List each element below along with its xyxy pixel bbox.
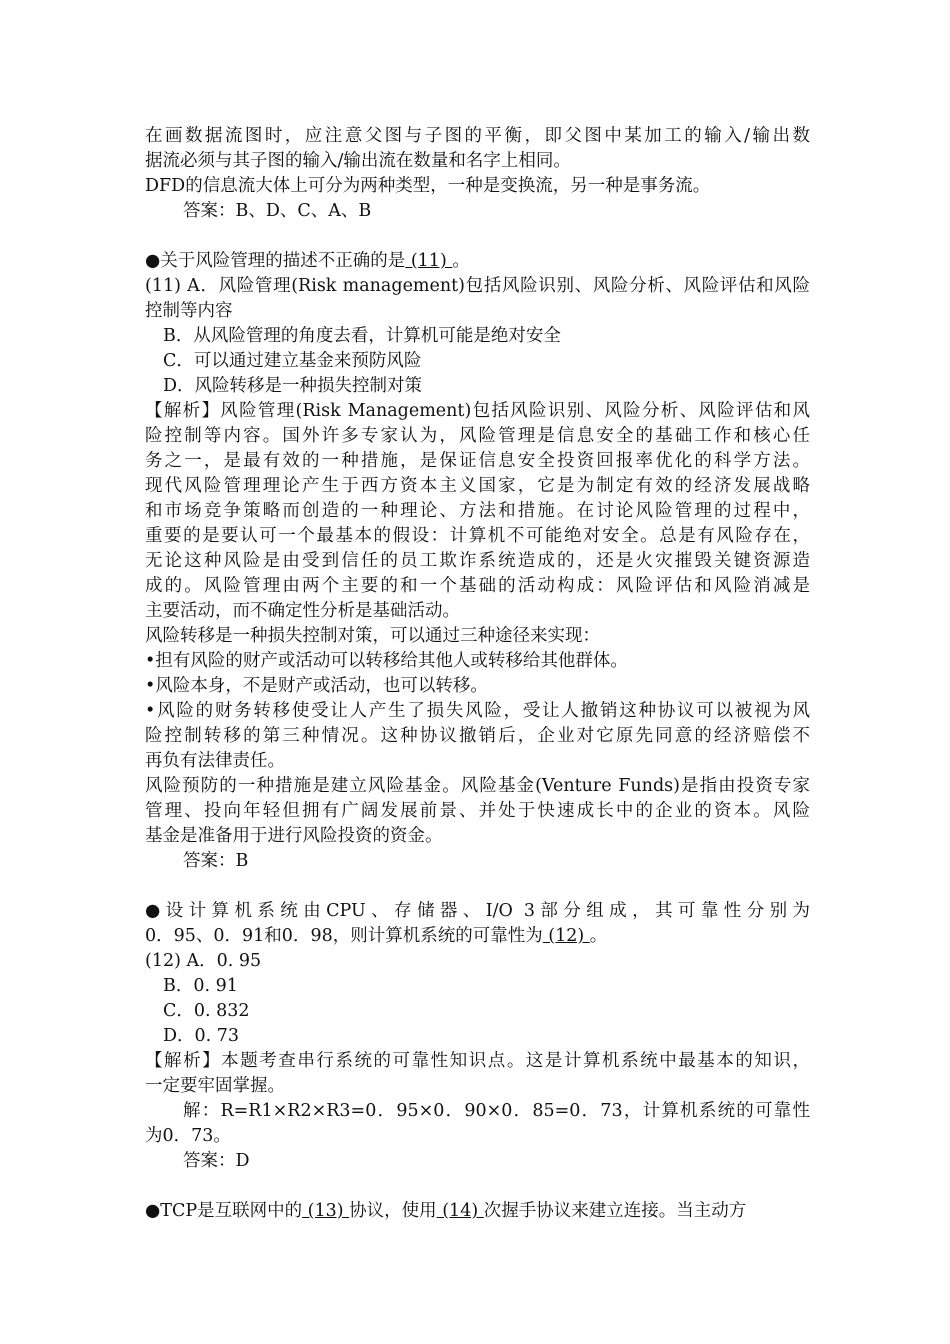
text-line: B．0. 91 <box>163 976 238 996</box>
text-line: 答案：B、D、C、A、B <box>183 201 372 221</box>
answer-blank: (12) <box>542 926 590 946</box>
text-line: D．0. 73 <box>163 1026 240 1046</box>
text-line: 基金是准备用于进行风险投资的资金。 <box>145 826 443 846</box>
text-line: (12) A．0. 95 <box>145 951 262 971</box>
text-line: •风险本身，不是财产或活动，也可以转移。 <box>145 676 488 696</box>
text-line: (11) A．风险管理(Risk management)包括风险识别、风险分析、风险评估和风险 <box>145 276 810 296</box>
text-line: 在画数据流图时，应注意父图与子图的平衡，即父图中某加工的输入/输出数 <box>145 126 810 146</box>
text-segment: ●TCP是互联网中的 <box>145 1201 303 1221</box>
answer-blank: (14) <box>436 1201 484 1221</box>
text-line: DFD的信息流大体上可分为两种类型，一种是变换流，另一种是事务流。 <box>145 176 711 196</box>
text-line: B．从风险管理的角度去看，计算机可能是绝对安全 <box>163 326 561 346</box>
text-line: C．0. 832 <box>163 1001 250 1021</box>
text-line: 重要的是要认可一个最基本的假设：计算机不可能绝对安全。总是有风险存在， <box>145 526 810 546</box>
text-line: •风险的财务转移使受让人产生了损失风险，受让人撤销这种协议可以被视为风 <box>145 701 810 721</box>
answer-blank: (13) <box>302 1201 350 1221</box>
text-line: 务之一，是最有效的一种措施，是保证信息安全投资回报率优化的科学方法。 <box>145 451 810 471</box>
text-line: 【解析】风险管理(Risk Management)包括风险识别、风险分析、风险评估和风 <box>145 401 810 421</box>
text-segment: 。 <box>589 926 608 946</box>
text-line: 风险预防的一种措施是建立风险基金。风险基金(Venture Funds)是指由投资专家 <box>145 776 810 796</box>
text-line <box>145 924 810 949</box>
text-segment: ●关于风险管理的描述不正确的是 <box>145 251 406 271</box>
text-line: 现代风险管理理论产生于西方资本主义国家，它是为制定有效的经济发展战略 <box>145 476 810 496</box>
text-line: ●设计算机系统由CPU、存储器、I/O 3部分组成，其可靠性分别为 <box>145 901 810 921</box>
text-line: 答案：B <box>183 851 249 871</box>
text-segment: 协议，使用 <box>349 1201 437 1221</box>
text-line: 险控制等内容。国外许多专家认为，风险管理是信息安全的基础工作和核心任 <box>145 426 810 446</box>
text-line: 【解析】本题考查串行系统的可靠性知识点。这是计算机系统中最基本的知识， <box>145 1051 810 1071</box>
text-line: D．风险转移是一种损失控制对策 <box>163 376 423 396</box>
text-line <box>145 249 810 274</box>
text-line: 答案：D <box>183 1151 250 1171</box>
text-line: 为0．73。 <box>145 1126 231 1146</box>
text-line: 再负有法律责任。 <box>145 751 285 771</box>
text-segment: 0．95、0．91和0．98，则计算机系统的可靠性为 <box>145 926 543 946</box>
text-segment: 次握手协议来建立连接。当主动方 <box>483 1201 747 1221</box>
text-line: •担有风险的财产或活动可以转移给其他人或转移给其他群体。 <box>145 651 628 671</box>
text-line: C．可以通过建立基金来预防风险 <box>163 351 422 371</box>
text-line: 控制等内容 <box>145 301 233 321</box>
text-line: 风险转移是一种损失控制对策，可以通过三种途径来实现： <box>145 626 600 646</box>
text-segment: 。 <box>452 251 470 271</box>
text-line <box>145 1199 810 1224</box>
text-line: 成的。风险管理由两个主要的和一个基础的活动构成：风险评估和风险消减是 <box>145 576 810 596</box>
text-line: 管理、投向年轻但拥有广阔发展前景、并处于快速成长中的企业的资本。风险 <box>145 801 810 821</box>
text-line: 无论这种风险是由受到信任的员工欺诈系统造成的，还是火灾摧毁关键资源造 <box>145 551 810 571</box>
answer-blank: (11) <box>405 251 453 271</box>
text-line: 险控制转移的第三种情况。这种协议撤销后，企业对它原先同意的经济赔偿不 <box>145 726 810 746</box>
text-line: 和市场竞争策略而创造的一种理论、方法和措施。在讨论风险管理的过程中， <box>145 501 810 521</box>
text-line: 解：R=R1×R2×R3=0．95×0．90×0．85=0．73，计算机系统的可靠性 <box>183 1101 810 1121</box>
text-line: 主要活动，而不确定性分析是基础活动。 <box>145 601 460 621</box>
text-line: 据流必须与其子图的输入/输出流在数量和名字上相同。 <box>145 151 571 171</box>
text-line: 一定要牢固掌握。 <box>145 1076 285 1096</box>
